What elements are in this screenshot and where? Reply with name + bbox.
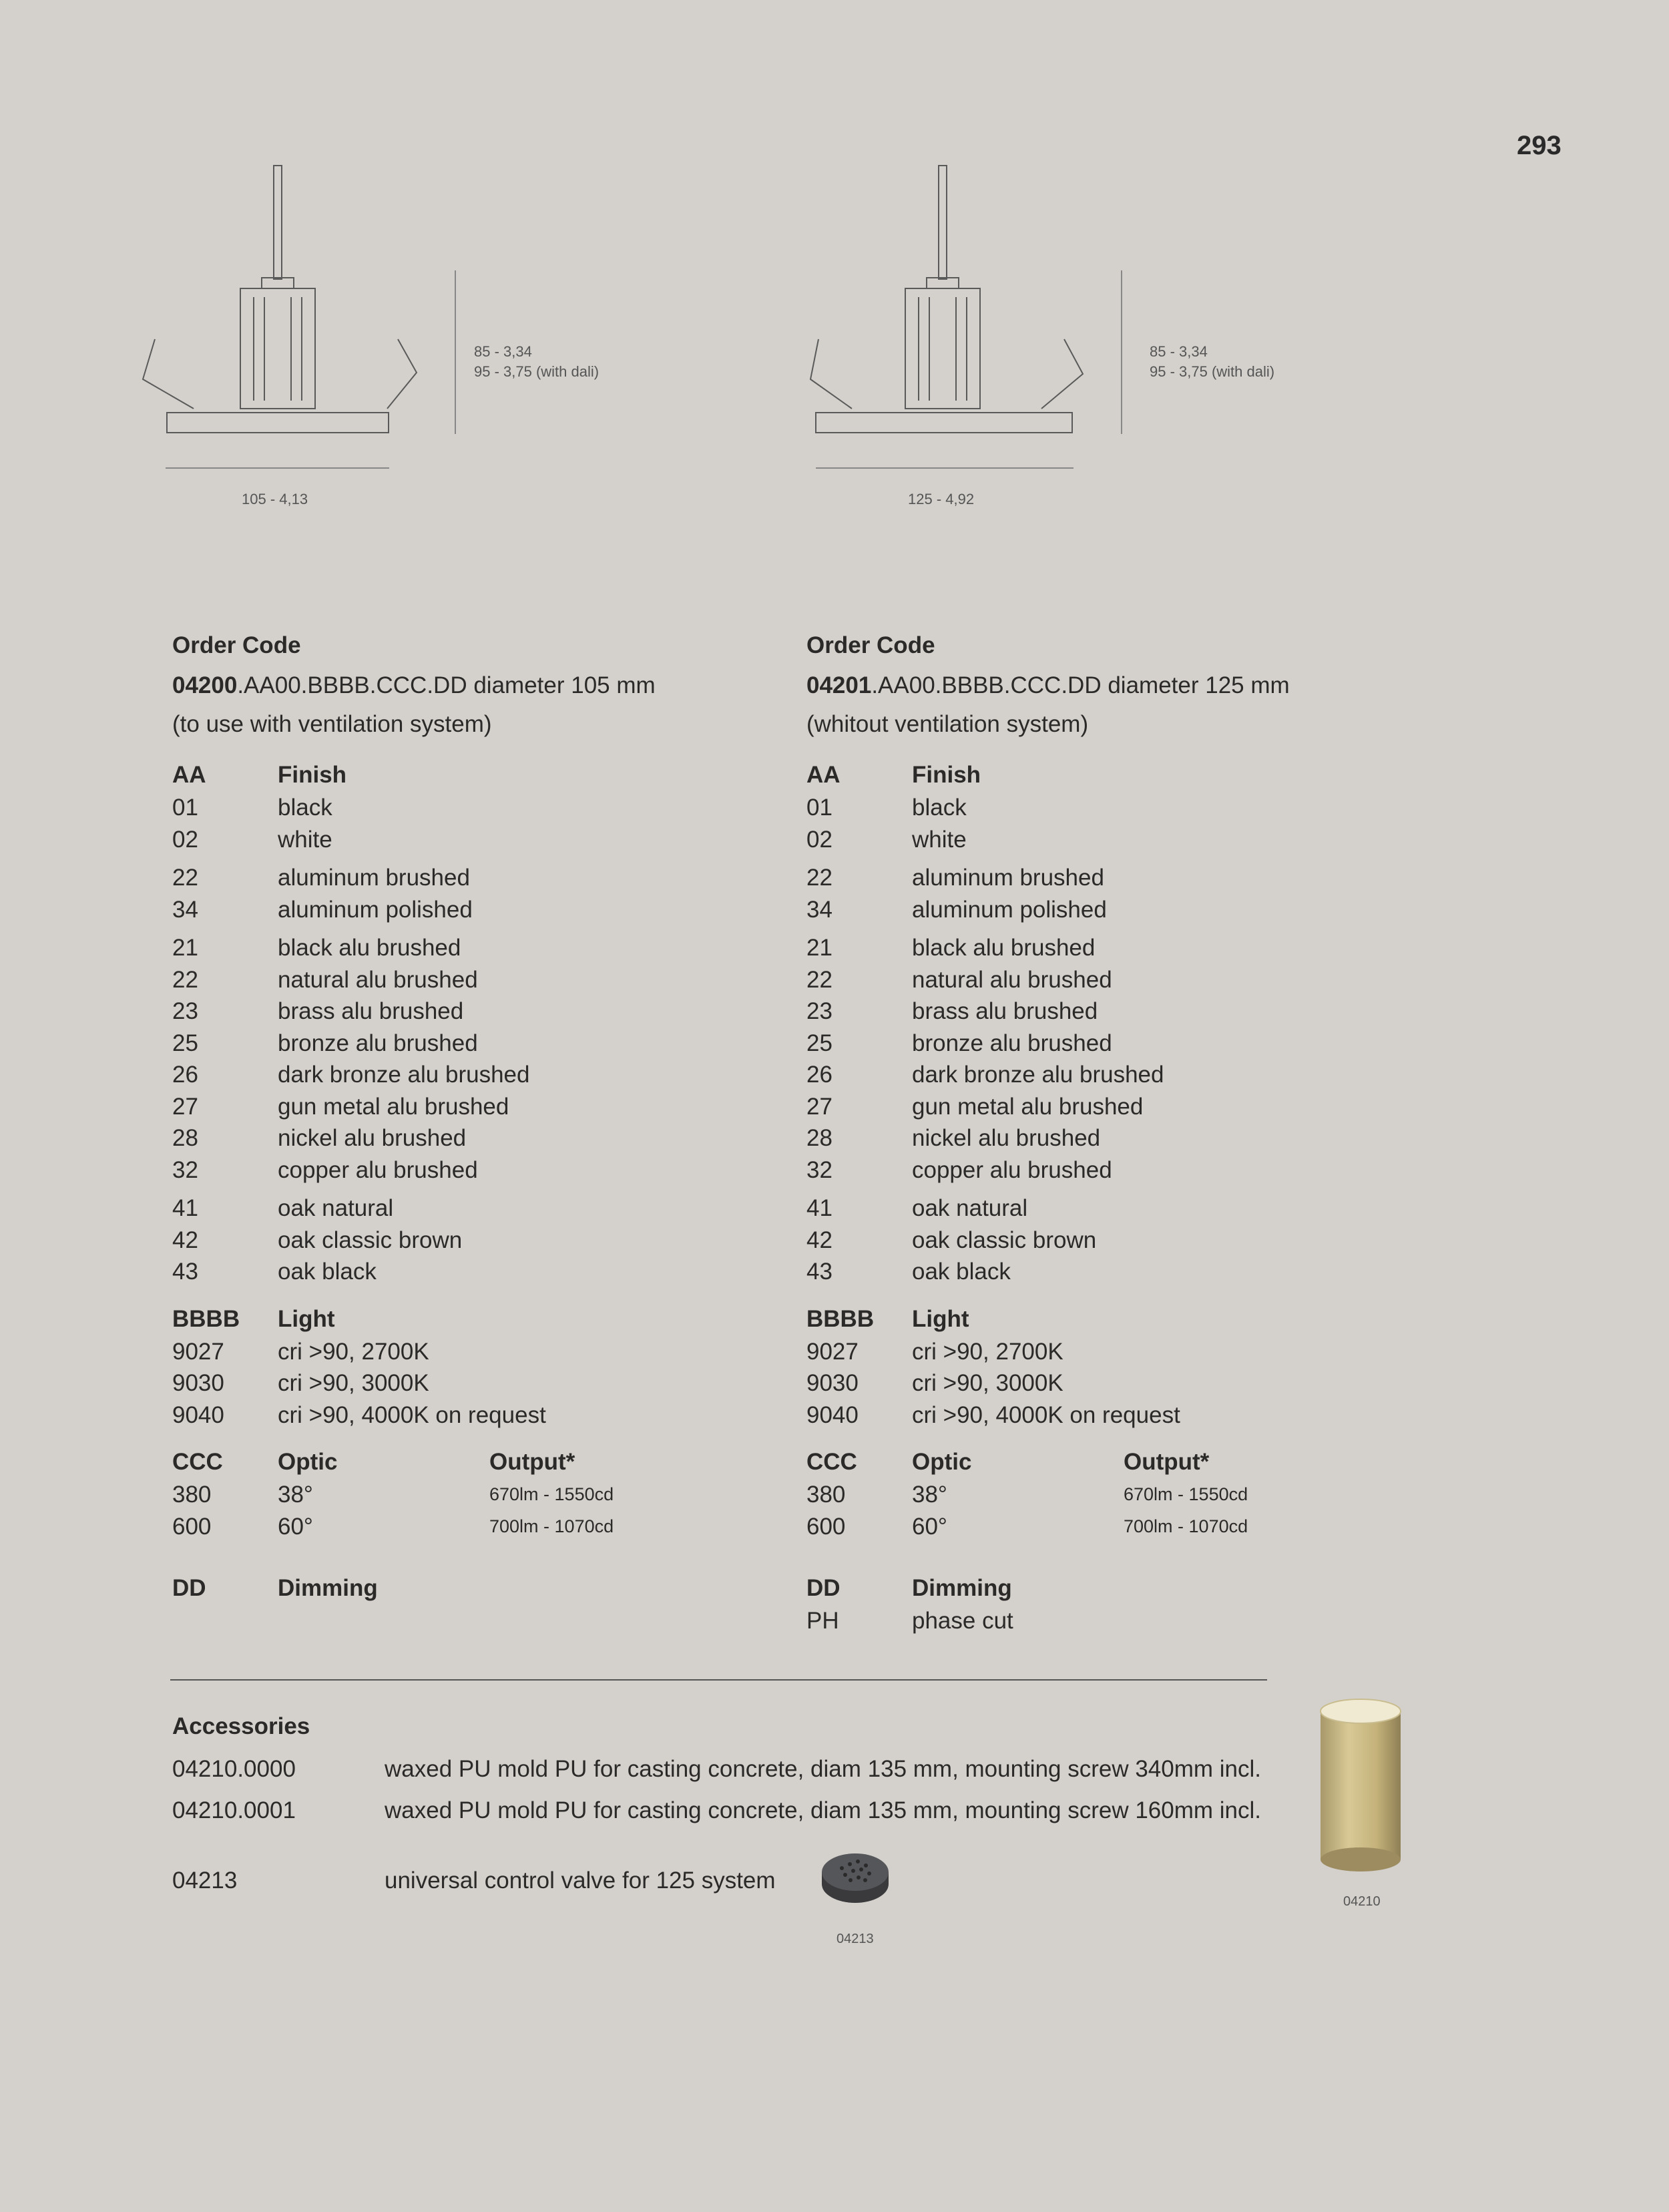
code-cell: 43 (806, 1259, 832, 1285)
fixture-drawing-125 (798, 154, 1119, 434)
label-cell: black (912, 795, 967, 821)
table-row (806, 1225, 1407, 1257)
table-row (806, 1192, 1407, 1225)
table-row (806, 1605, 1407, 1637)
table-row (806, 824, 1407, 856)
label-cell: Finish (278, 762, 347, 788)
width-dim-2: 125 - 4,92 (908, 491, 975, 507)
order-code-suffix: .AA00.BBBB.CCC.DD diameter 105 mm (237, 672, 656, 698)
label-cell: bronze alu brushed (912, 1030, 1112, 1056)
table-row (172, 996, 773, 1028)
code-cell: CCC (172, 1449, 223, 1475)
table-row (806, 1154, 1407, 1186)
table-row (172, 1154, 773, 1186)
label-cell: Light (912, 1305, 969, 1332)
accessory-row (172, 1797, 1261, 1824)
order-code-column-2 (806, 628, 1407, 1637)
spacer (806, 925, 1407, 932)
table-row (806, 1256, 1407, 1288)
height-dim-2: 95 - 3,75 (with dali) (1150, 363, 1275, 380)
spacer (806, 1288, 1407, 1303)
table-row (806, 894, 1407, 926)
spacer (172, 1288, 773, 1303)
label-cell: black (278, 795, 332, 821)
label-cell: phase cut (912, 1608, 1013, 1634)
accessory-description: waxed PU mold PU for casting concrete, diam 135 mm, mounting screw 340mm incl. (385, 1756, 1262, 1782)
label-cell: dark bronze alu brushed (912, 1062, 1164, 1088)
table-row (806, 996, 1407, 1028)
table-row (806, 1028, 1407, 1060)
table-row (806, 964, 1407, 996)
accessory-code: 04213 (172, 1867, 238, 1894)
accessory-row (172, 1756, 1261, 1783)
table-row (806, 792, 1407, 824)
order-code-line (806, 666, 1407, 705)
code-cell: AA (806, 762, 841, 788)
table-row (172, 894, 773, 926)
code-cell: 28 (806, 1125, 832, 1151)
code-cell: 01 (806, 795, 832, 821)
code-cell: 02 (172, 826, 198, 853)
label-cell: brass alu brushed (912, 998, 1098, 1024)
code-cell: 380 (172, 1482, 212, 1508)
control-valve-image (818, 1849, 892, 1910)
label-cell: oak classic brown (912, 1227, 1097, 1253)
code-cell: 600 (806, 1513, 846, 1540)
code-cell: 380 (806, 1482, 846, 1508)
code-cell: 9030 (172, 1370, 224, 1396)
code-cell: 27 (172, 1093, 198, 1120)
table-row (806, 1399, 1407, 1431)
height-dim-1: 85 - 3,34 (474, 343, 532, 360)
spacer (172, 925, 773, 932)
table-row (172, 1028, 773, 1060)
label-cell: natural alu brushed (278, 966, 478, 993)
table-header (172, 758, 773, 792)
spacer (172, 1431, 773, 1446)
table-row (172, 1511, 773, 1543)
table-row (172, 1192, 773, 1225)
order-code-prefix: 04201 (806, 672, 872, 698)
height-dim-line-2 (1120, 270, 1123, 434)
label-cell: cri >90, 2700K (278, 1338, 429, 1365)
table-row (806, 1336, 1407, 1368)
order-code-prefix: 04200 (172, 672, 238, 698)
code-cell: 41 (806, 1195, 832, 1221)
table-header (806, 1572, 1407, 1605)
label-cell: copper alu brushed (912, 1156, 1112, 1183)
code-cell: AA (172, 762, 206, 788)
code-cell: 22 (172, 966, 198, 993)
code-cell: 9040 (172, 1401, 224, 1428)
width-dim-line-1 (166, 467, 389, 469)
label-cell: natural alu brushed (912, 966, 1112, 993)
label-cell: white (912, 826, 967, 853)
code-cell: 9030 (806, 1370, 859, 1396)
order-code-line (172, 666, 773, 705)
label-cell: cri >90, 3000K (912, 1370, 1063, 1396)
table-row (172, 1367, 773, 1399)
table-row (172, 1336, 773, 1368)
spacer (172, 1186, 773, 1192)
label-cell: cri >90, 2700K (912, 1338, 1063, 1365)
label-cell: oak black (912, 1259, 1011, 1285)
output-cell: 670lm - 1550cd (489, 1484, 614, 1504)
code-cell: 22 (172, 865, 198, 891)
accessory-row (172, 1867, 776, 1894)
table-row (172, 1059, 773, 1091)
table-row (172, 1479, 773, 1511)
table-row (806, 1059, 1407, 1091)
accessory-code: 04210.0001 (172, 1797, 296, 1823)
spacer (806, 1186, 1407, 1192)
label-cell: aluminum brushed (912, 865, 1104, 891)
height-dim-1: 85 - 3,34 (1150, 343, 1208, 360)
control-valve-caption: 04213 (837, 1932, 874, 1946)
output-cell: Output* (1124, 1449, 1210, 1475)
table-row (172, 932, 773, 964)
label-cell: Dimming (912, 1575, 1012, 1601)
code-cell: 43 (172, 1259, 198, 1285)
label-cell: 38° (278, 1482, 313, 1508)
label-cell: aluminum polished (278, 896, 473, 923)
code-cell: 34 (806, 896, 832, 923)
code-cell: 34 (172, 896, 198, 923)
table-row (806, 1091, 1407, 1123)
output-cell: 700lm - 1070cd (489, 1516, 614, 1536)
table-row (806, 1479, 1407, 1511)
code-cell: 42 (172, 1227, 198, 1253)
label-cell: gun metal alu brushed (912, 1093, 1144, 1120)
table-row (806, 862, 1407, 894)
code-cell: 25 (806, 1030, 832, 1056)
output-cell: 700lm - 1070cd (1124, 1516, 1248, 1536)
code-cell: DD (806, 1575, 841, 1601)
label-cell: black alu brushed (278, 935, 461, 961)
label-cell: bronze alu brushed (278, 1030, 478, 1056)
page-number: 293 (1517, 131, 1562, 160)
code-cell: 9027 (806, 1338, 859, 1365)
label-cell: brass alu brushed (278, 998, 464, 1024)
section-divider (170, 1679, 1267, 1681)
table-header (172, 1446, 773, 1479)
order-code-title: Order Code (806, 632, 935, 658)
code-cell: PH (806, 1608, 839, 1634)
table-row (172, 1399, 773, 1431)
code-cell: 23 (806, 998, 832, 1024)
table-row (172, 1122, 773, 1154)
label-cell: nickel alu brushed (912, 1125, 1101, 1151)
label-cell: gun metal alu brushed (278, 1093, 509, 1120)
code-cell: 27 (806, 1093, 832, 1120)
width-dim-1: 105 - 4,13 (242, 491, 308, 507)
table-row (172, 1225, 773, 1257)
accessories-title: Accessories (172, 1713, 310, 1739)
code-cell: 32 (806, 1156, 832, 1183)
code-cell: 9027 (172, 1338, 224, 1365)
accessory-description: waxed PU mold PU for casting concrete, diam 135 mm, mounting screw 160mm incl. (385, 1797, 1262, 1823)
label-cell: aluminum polished (912, 896, 1107, 923)
fixture-drawing-105 (134, 154, 481, 434)
table-header (172, 1303, 773, 1336)
code-cell: 25 (172, 1030, 198, 1056)
code-cell: 23 (172, 998, 198, 1024)
label-cell: Finish (912, 762, 981, 788)
table-row (172, 964, 773, 996)
label-cell: cri >90, 4000K on request (912, 1401, 1180, 1428)
label-cell: cri >90, 4000K on request (278, 1401, 546, 1428)
table-header (806, 1446, 1407, 1479)
spacer (806, 1557, 1407, 1572)
code-cell: 02 (806, 826, 832, 853)
width-dim-line-2 (816, 467, 1074, 469)
table-header (806, 1303, 1407, 1336)
label-cell: Optic (912, 1449, 972, 1475)
code-cell: 01 (172, 795, 198, 821)
code-cell: DD (172, 1575, 206, 1601)
label-cell: dark bronze alu brushed (278, 1062, 530, 1088)
table-header (172, 1572, 773, 1605)
code-cell: 600 (172, 1513, 212, 1540)
order-code-note: (to use with ventilation system) (172, 711, 492, 737)
order-code-column-1 (172, 628, 773, 1605)
label-cell: Light (278, 1305, 335, 1332)
spacer (172, 744, 773, 758)
code-cell: 21 (172, 935, 198, 961)
label-cell: 60° (278, 1513, 313, 1540)
code-cell: BBBB (172, 1305, 240, 1332)
output-cell: Output* (489, 1449, 575, 1475)
accessory-code: 04210.0000 (172, 1756, 296, 1782)
order-code-note: (whitout ventilation system) (806, 711, 1089, 737)
code-cell: 26 (172, 1062, 198, 1088)
code-cell: 26 (806, 1062, 832, 1088)
label-cell: cri >90, 3000K (278, 1370, 429, 1396)
table-row (172, 1256, 773, 1288)
output-cell: 670lm - 1550cd (1124, 1484, 1248, 1504)
table-row (172, 824, 773, 856)
label-cell: white (278, 826, 332, 853)
height-dimension-text-2 (1150, 342, 1274, 382)
spacer (172, 1542, 773, 1557)
code-cell: 42 (806, 1227, 832, 1253)
code-cell: 21 (806, 935, 832, 961)
label-cell: oak natural (912, 1195, 1028, 1221)
label-cell: Dimming (278, 1575, 378, 1601)
label-cell: copper alu brushed (278, 1156, 478, 1183)
table-row (806, 1367, 1407, 1399)
label-cell: oak black (278, 1259, 377, 1285)
label-cell: oak natural (278, 1195, 394, 1221)
label-cell: black alu brushed (912, 935, 1096, 961)
label-cell: oak classic brown (278, 1227, 463, 1253)
mold-cylinder-caption: 04210 (1343, 1894, 1381, 1909)
spacer (806, 744, 1407, 758)
table-row (172, 792, 773, 824)
label-cell: 60° (912, 1513, 947, 1540)
height-dim-2: 95 - 3,75 (with dali) (474, 363, 600, 380)
code-cell: 22 (806, 966, 832, 993)
code-cell: 32 (172, 1156, 198, 1183)
spacer (806, 1431, 1407, 1446)
label-cell: nickel alu brushed (278, 1125, 467, 1151)
table-row (806, 1122, 1407, 1154)
height-dimension-text-1 (474, 342, 599, 382)
spacer (806, 855, 1407, 862)
spacer (172, 855, 773, 862)
code-cell: CCC (806, 1449, 857, 1475)
table-row (806, 1511, 1407, 1543)
label-cell: 38° (912, 1482, 947, 1508)
table-row (172, 1091, 773, 1123)
mold-cylinder-image (1314, 1693, 1407, 1879)
order-code-suffix: .AA00.BBBB.CCC.DD diameter 125 mm (871, 672, 1290, 698)
spacer (172, 1557, 773, 1572)
code-cell: 28 (172, 1125, 198, 1151)
height-dim-line-1 (454, 270, 457, 434)
label-cell: aluminum brushed (278, 865, 470, 891)
order-code-title: Order Code (172, 632, 301, 658)
code-cell: BBBB (806, 1305, 875, 1332)
spacer (806, 1542, 1407, 1557)
code-cell: 9040 (806, 1401, 859, 1428)
label-cell: Optic (278, 1449, 338, 1475)
table-row (172, 862, 773, 894)
accessory-description: universal control valve for 125 system (385, 1867, 776, 1894)
table-row (806, 932, 1407, 964)
code-cell: 41 (172, 1195, 198, 1221)
table-header (806, 758, 1407, 792)
code-cell: 22 (806, 865, 832, 891)
